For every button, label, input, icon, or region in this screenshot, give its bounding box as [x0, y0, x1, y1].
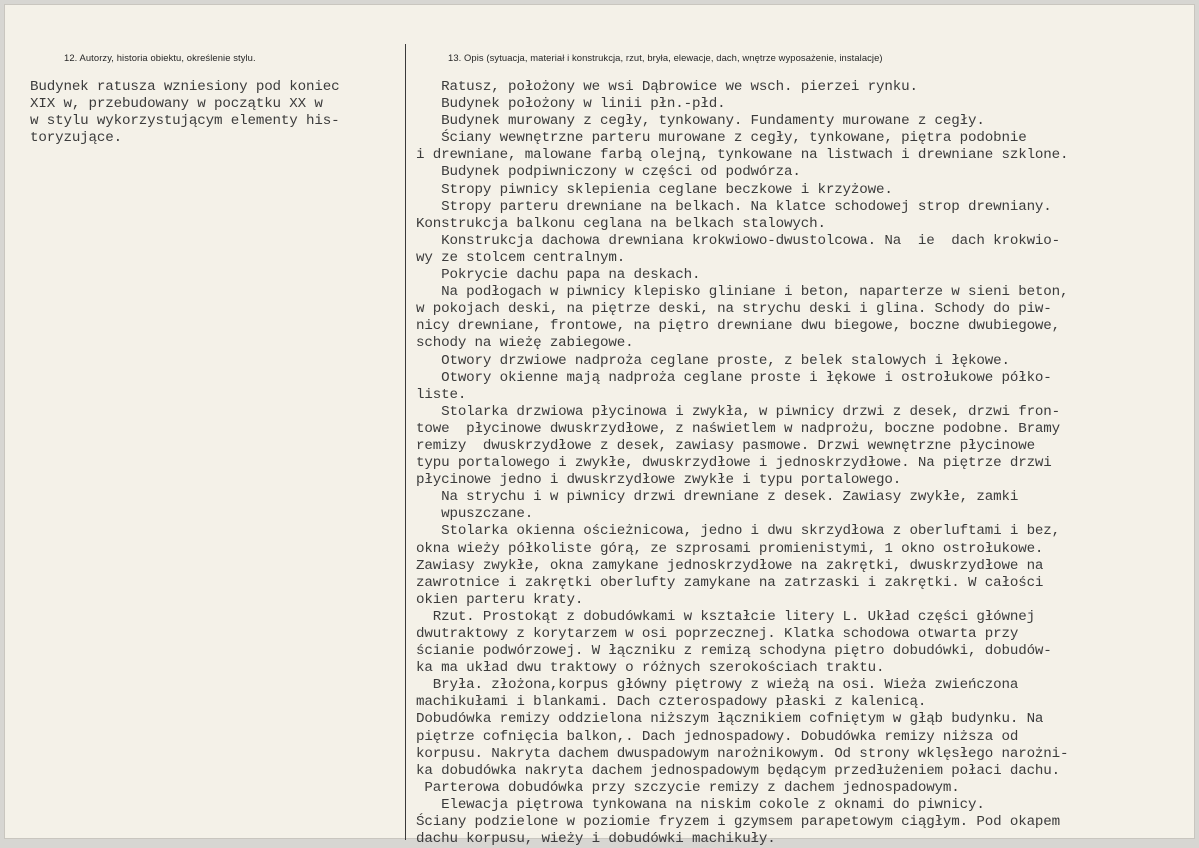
text-line: Na strychu i w piwnicy drzwi drewniane z desek. Zawiasy zwykłe, zamki — [416, 489, 1019, 506]
text-line: ścianie podwórzowej. W łączniku z remizą schodyna piętro dobudówki, dobudów- — [416, 643, 1052, 660]
text-line: Rzut. Prostokąt z dobudówkami w kształcie litery L. Układ części głównej — [416, 608, 1035, 625]
text-line: toryzujące. — [30, 130, 123, 147]
text-line: Parterowa dobudówka przy szczycie remizy z dachem jednospadowym. — [416, 779, 960, 796]
text-line: okien parteru kraty. — [416, 591, 584, 608]
text-line: Ratusz, położony we wsi Dąbrowice we wsch. pierzei rynku. — [416, 79, 918, 95]
text-line: schody na wieżę zabiegowe. — [416, 335, 634, 352]
text-line: typu portalowego i zwykłe, dwuskrzydłowe i jednoskrzydłowe. Na piętrze drzwi — [416, 455, 1052, 472]
text-line: Elewacja piętrowa tynkowana na niskim cokole z oknami do piwnicy. — [416, 796, 985, 813]
text-line: Budynek podpiwniczony w części od podwórza. — [416, 164, 801, 181]
text-line: wpuszczane. — [416, 506, 534, 523]
text-line: remizy dwuskrzydłowe z desek, zawiasy pasmowe. Drzwi wewnętrzne płycinowe — [416, 437, 1035, 454]
text-line: towe płycinowe dwuskrzydłowe, z naświetlem w nadprożu, boczne podobne. Bramy — [416, 420, 1061, 437]
text-line: Konstrukcja dachowa drewniana krokwiowo-dwustolcowa. Na ie dach krokwio- — [416, 232, 1061, 249]
text-line: i drewniane, malowane farbą olejną, tynkowane na listwach i drewniane szklone. — [416, 147, 1069, 164]
text-line: Otwory drzwiowe nadproża ceglane proste, z belek stalowych i łękowe. — [416, 352, 1010, 369]
text-line: zawrotnice i zakrętki oberlufty zamykane na zatrzaski i zakrętki. W całości — [416, 574, 1044, 591]
text-line: w stylu wykorzystującym elementy his- — [30, 113, 340, 130]
text-line: okna wieży półkoliste górą, ze szprosami promienistymi, 1 okno ostrołukowe. — [416, 540, 1044, 557]
text-line: Konstrukcja balkonu ceglana na belkach stalowych. — [416, 215, 826, 232]
text-line: Otwory okienne mają nadproża ceglane proste i łękowe i ostrołukowe półko- — [416, 369, 1052, 386]
text-line: dachu korpusu, wieży i dobudówki machikuły. — [416, 831, 776, 848]
text-line: korpusu. Nakryta dachem dwuspadowym narożnikowym. Od strony wklęsłego narożni- — [416, 745, 1069, 762]
text-line: Stropy parteru drewniane na belkach. Na klatce schodowej strop drewniany. — [416, 198, 1052, 215]
text-line: Budynek murowany z cegły, tynkowany. Fundamenty murowane z cegły. — [416, 113, 985, 130]
text-line: Ściany wewnętrzne parteru murowane z cegły, tynkowane, piętra podobnie — [416, 130, 1027, 147]
text-line: Stropy piwnicy sklepienia ceglane beczkowe i krzyżowe. — [416, 181, 893, 198]
text-line: Bryła. złożona,korpus główny piętrowy z wieżą na osi. Wieża zwieńczona — [416, 677, 1019, 694]
text-line: Stolarka okienna ościeżnicowa, jedno i dwu skrzydłowa z oberluftami i bez, — [416, 523, 1061, 540]
text-line: Pokrycie dachu papa na deskach. — [416, 267, 701, 284]
text-line: Dobudówka remizy oddzielona niższym łącznikiem cofniętym w głąb budynku. Na — [416, 711, 1044, 728]
text-line: ka dobudówka nakryta dachem jednospadowym będącym przedłużeniem połaci dachu. — [416, 762, 1061, 779]
text-line: piętrze cofnięcia balkon,. Dach jednospadowy. Dobudówka remizy niższa od — [416, 728, 1019, 745]
text-line: nicy drewniane, frontowe, na piętro drewniane dwu biegowe, boczne dwubiegowe, — [416, 318, 1061, 335]
text-line: dwutraktowy z korytarzem w osi poprzecznej. Klatka schodowa otwarta przy — [416, 626, 1019, 642]
text-line: wy ze stolcem centralnym. — [416, 249, 626, 266]
history-text-block — [30, 79, 339, 147]
text-line: Ściany podzielone w poziomie fryzem i gzymsem parapetowym ciągłym. Pod okapem — [416, 814, 1061, 831]
text-line: ka ma układ dwu traktowy o różnych szerokościach traktu. — [416, 660, 885, 677]
text-line: w pokojach deski, na piętrze deski, na strychu deski i glina. Schody do piw- — [416, 301, 1052, 318]
text-line: Stolarka drzwiowa płycinowa i zwykła, w piwnicy drzwi z desek, drzwi fron- — [416, 403, 1061, 420]
text-line: Na podłogach w piwnicy klepisko gliniane i beton, naparterze w sieni beton, — [416, 284, 1069, 301]
text-line: Budynek położony w linii płn.-płd. — [416, 96, 726, 113]
text-line: XIX w, przebudowany w początku XX w — [30, 96, 323, 113]
section-12-header: 12. Autorzy, historia obiektu, określenie stylu. — [64, 52, 256, 63]
text-line: płycinowe jedno i dwuskrzydłowe zwykłe i typu portalowego. — [416, 472, 902, 489]
section-13-header: 13. Opis (sytuacja, materiał i konstrukcja, rzut, bryła, elewacje, dach, wnętrze wyposażenie, instalacje) — [448, 52, 883, 63]
text-line: Zawiasy zwykłe, okna zamykane jednoskrzydłowe na zakrętki, dwuskrzydłowe na — [416, 557, 1044, 574]
text-line: machikułami i blankami. Dach czterospadowy płaski z kalenicą. — [416, 694, 927, 711]
description-text-block — [416, 79, 1068, 848]
column-divider — [405, 44, 406, 840]
text-line: Budynek ratusza wzniesiony pod koniec — [30, 79, 340, 95]
text-line: liste. — [416, 386, 467, 403]
